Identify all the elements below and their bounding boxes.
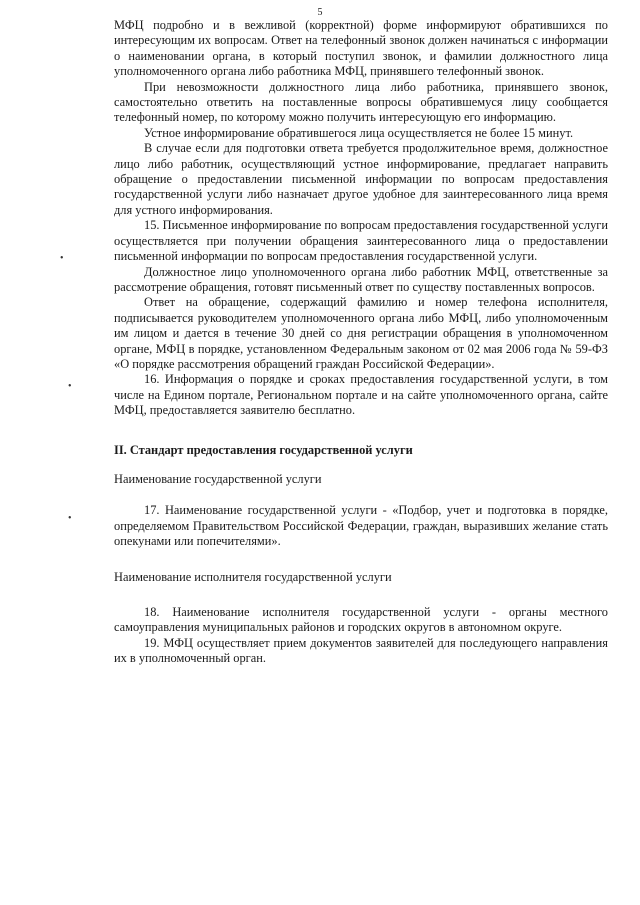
document-body [114,18,608,667]
margin-mark: • [60,253,64,264]
margin-mark: • [68,513,72,524]
subsection-title: Наименование государственной услуги [114,471,322,486]
paragraph: 19. МФЦ осуществляет прием документов заявителей для последующего направления их в уполномоченный орган. [114,635,608,666]
subsection-title: Наименование исполнителя государственной услуги [114,569,392,584]
paragraph: В случае если для подготовки ответа требуется продолжительное время, должностное лицо либо работник, осуществляющий устное информирование, предлагает направить обращение о предоставлении письменной информации по вопросам предоставления государственной услуги либо назначает другое удобное для заинтересованного лица время для устного информирования. [114,141,608,217]
paragraph: 18. Наименование исполнителя государственной услуги - органы местного самоуправления муниципальных районов и городских округов в автономном округе. [114,605,608,635]
paragraph: Ответ на обращение, содержащий фамилию и номер телефона исполнителя, подписывается руководителем уполномоченного органа либо МФЦ, либо уполномоченным им лицом и дается в течение 30 дней со дня регистрации обращения в уполномоченном органе, МФЦ в порядке, установленном Федеральным законом от 02 мая 2006 года № 59-ФЗ «О порядке рассмотрения обращений граждан Российской Федерации». [114,295,608,371]
paragraph: МФЦ подробно и в вежливой (корректной) форме информируют обратившихся по интересующим их вопросам. Ответ на телефонный звонок должен начинаться с информации о наименовании органа, в который поступил звонок, и фамилии должностного лица уполномоченного органа либо работника МФЦ, принявшего телефонный звонок. [114,18,608,79]
margin-mark: • [68,381,72,392]
paragraph: При невозможности должностного лица либо работника, принявшего звонок, самостоятельно ответить на поставленные вопросы обратившемуся лицу сообщается телефонный номер, по которому можно получить интересующую его информацию. [114,79,608,125]
paragraph: Должностное лицо уполномоченного органа либо работник МФЦ, ответственные за рассмотрение обращения, готовят письменный ответ по существу поставленных вопросов. [114,264,608,294]
paragraph: 15. Письменное информирование по вопросам предоставления государственной услуги осуществляется при получении обращения заинтересованного лица о предоставлении письменной информации по вопросам предоставления государственной услуги. [114,218,608,264]
paragraph: Устное информирование обратившегося лица осуществляется не более 15 минут. [144,125,574,140]
page-number: 5 [317,7,323,18]
paragraph: 17. Наименование государственной услуги - «Подбор, учет и подготовка в порядке, определяемом Правительством Российской Федерации, граждан, выразивших желание стать опекунами или попечителями». [114,503,608,549]
paragraph: 16. Информация о порядке и сроках предоставления государственной услуги, в том числе на Едином портале, Региональном портале и на сайте уполномоченного органа, сайте МФЦ, предоставляется заявителю бесплатно. [114,372,608,418]
section-title: II. Стандарт предоставления государственной услуги [114,442,413,457]
